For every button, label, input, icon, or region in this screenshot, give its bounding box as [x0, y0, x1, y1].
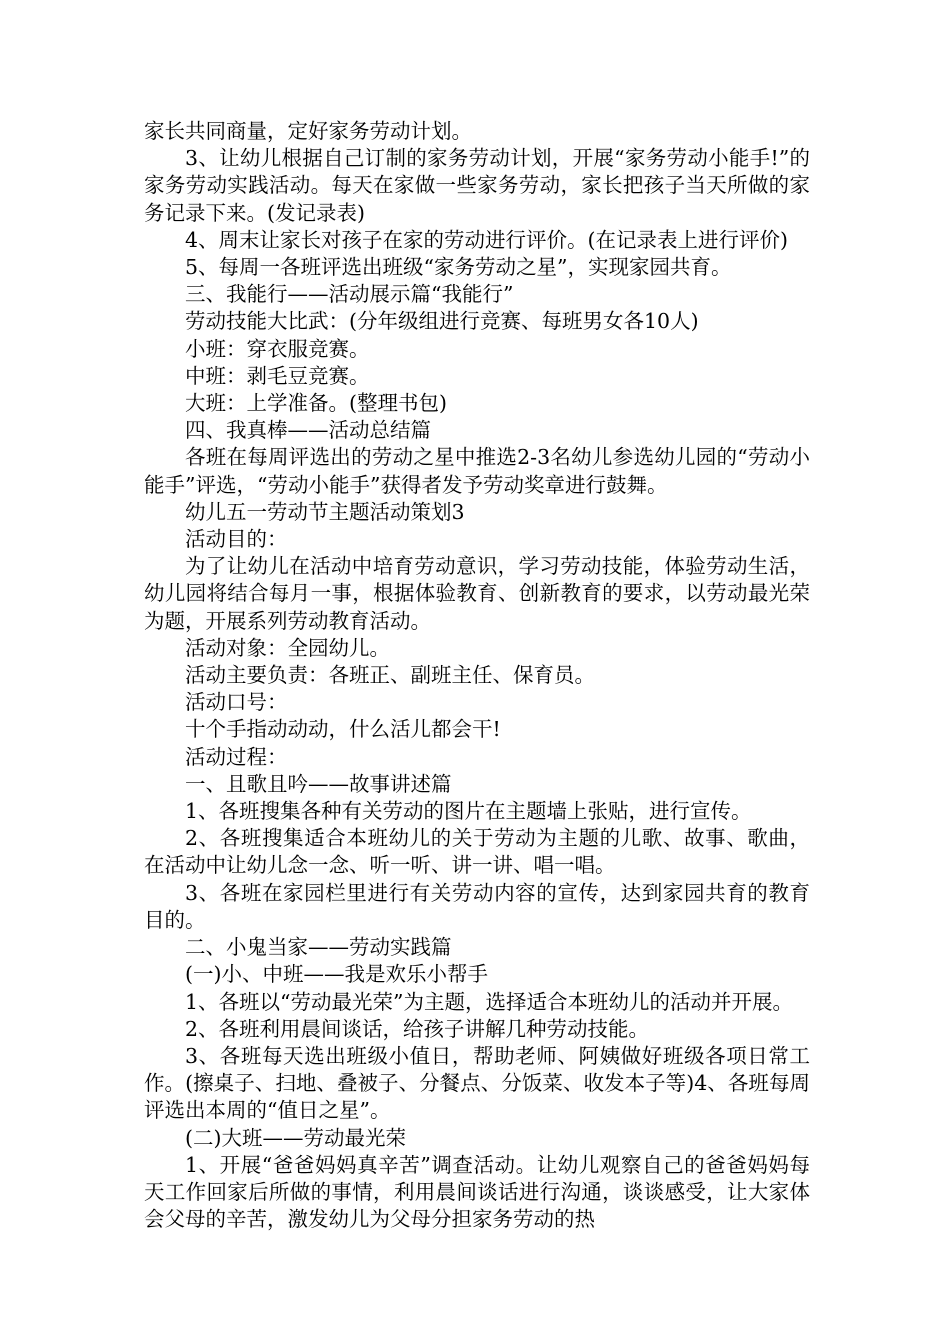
- paragraph: 四、我真棒——活动总结篇: [185, 418, 431, 443]
- paragraph: 大班：上学准备。(整理书包): [185, 391, 447, 416]
- paragraph: 活动对象：全园幼儿。: [185, 635, 390, 660]
- paragraph: 活动主要负责：各班正、副班主任、保育员。: [185, 663, 595, 688]
- paragraph: 活动目的：: [185, 527, 288, 552]
- paragraph: 家长共同商量，定好家务劳动计划。: [144, 119, 472, 143]
- paragraph: 幼儿五一劳动节主题活动策划3: [185, 499, 465, 524]
- paragraph: 劳动技能大比武：(分年级组进行竞赛、每班男女各10人): [185, 309, 699, 334]
- paragraph: 3、各班每天选出班级小值日，帮助老师、阿姨做好班级各项日常工作。(擦桌子、扫地、叠被子、分餐点、分饭菜、收发本子等)4、各班每周评选出本周的“值日之星”。: [144, 1043, 810, 1123]
- paragraph: 小班：穿衣服竞赛。: [185, 336, 370, 361]
- paragraph: 2、各班搜集适合本班幼儿的关于劳动为主题的儿歌、故事、歌曲，在活动中让幼儿念一念、听一听、讲一讲、唱一唱。: [144, 826, 810, 878]
- paragraph: 4、周末让家长对孩子在家的劳动进行评价。(在记录表上进行评价): [185, 227, 789, 252]
- paragraph: 为了让幼儿在活动中培育劳动意识，学习劳动技能，体验劳动生活，幼儿园将结合每月一事，根据体验教育、创新教育的要求，以劳动最光荣为题，开展系列劳动教育活动。: [144, 554, 810, 633]
- paragraph: 中班：剥毛豆竞赛。: [185, 363, 370, 388]
- paragraph: 一、且歌且吟——故事讲述篇: [185, 771, 452, 796]
- paragraph: 1、各班以“劳动最光荣”为主题，选择适合本班幼儿的活动并开展。: [185, 989, 794, 1014]
- paragraph: 十个手指动动动，什么活儿都会干!: [185, 717, 501, 742]
- document-page: [144, 118, 810, 1233]
- paragraph: 1、各班搜集各种有关劳动的图片在主题墙上张贴，进行宣传。: [185, 799, 752, 824]
- paragraph: 1、开展“爸爸妈妈真辛苦”调查活动。让幼儿观察自己的爸爸妈妈每天工作回家后所做的事情，利用晨间谈话进行沟通，谈谈感受，让大家体会父母的辛苦，激发幼儿为父母分担家务劳动的热: [144, 1152, 810, 1232]
- paragraph: 3、各班在家园栏里进行有关劳动内容的宣传，达到家园共育的教育目的。: [144, 880, 810, 932]
- paragraph: (二)大班——劳动最光荣: [185, 1125, 406, 1150]
- paragraph: 各班在每周评选出的劳动之星中推选2-3名幼儿参选幼儿园的“劳动小能手”评选，“劳动小能手”获得者发予劳动奖章进行鼓舞。: [144, 445, 810, 497]
- paragraph: 5、每周一各班评选出班级“家务劳动之星”，实现家园共育。: [185, 255, 732, 280]
- paragraph: 活动过程：: [185, 744, 288, 769]
- paragraph: 活动口号：: [185, 690, 288, 715]
- paragraph: 2、各班利用晨间谈话，给孩子讲解几种劳动技能。: [185, 1016, 650, 1041]
- paragraph: 3、让幼儿根据自己订制的家务劳动计划，开展“家务劳动小能手!”的家务劳动实践活动。每天在家做一些家务劳动，家长把孩子当天所做的家务记录下来。(发记录表): [144, 146, 810, 225]
- paragraph: 二、小鬼当家——劳动实践篇: [185, 935, 452, 960]
- paragraph: (一)小、中班——我是欢乐小帮手: [185, 962, 488, 987]
- paragraph: 三、我能行——活动展示篇“我能行”: [185, 282, 514, 307]
